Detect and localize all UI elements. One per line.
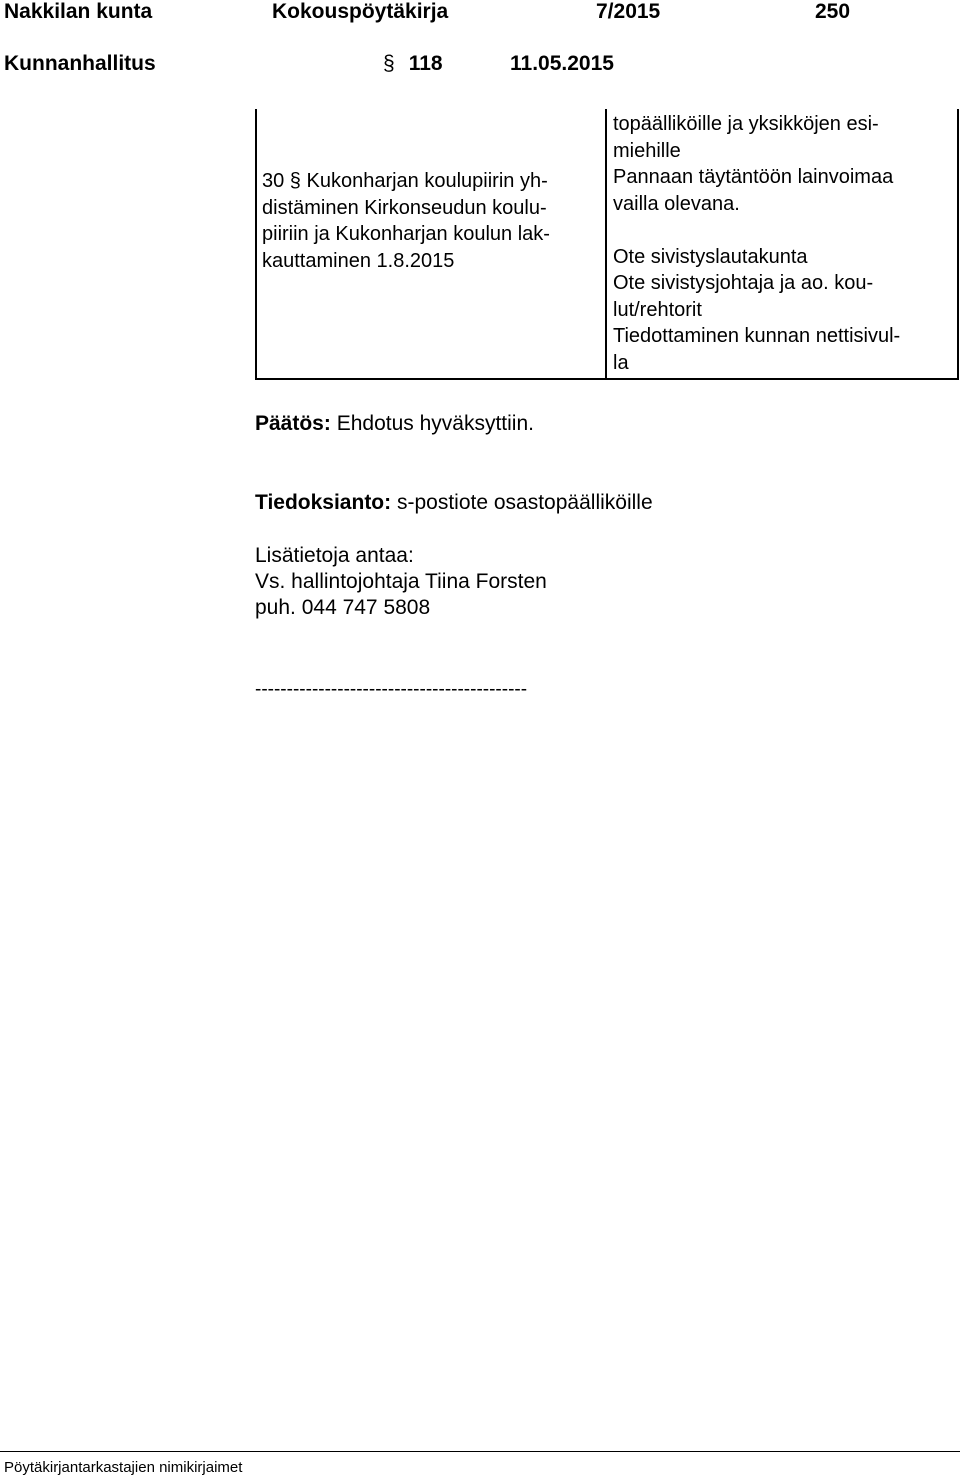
- right-cell-line: la: [613, 351, 629, 374]
- separator-line: -------------------------------------------: [255, 679, 528, 700]
- right-cell-line: topäälliköille ja yksikköjen esi-: [613, 113, 879, 135]
- section-symbol: §: [383, 52, 395, 75]
- left-cell-line: 30 § Kukonharjan koulupiirin yh-: [262, 170, 548, 192]
- document-number: 7/2015: [596, 0, 661, 23]
- table-column-divider: [605, 109, 607, 380]
- contact-line: puh. 044 747 5808: [255, 596, 431, 619]
- contact-line: Vs. hallintojohtaja Tiina Forsten: [255, 570, 547, 593]
- contact-line: Lisätietoja antaa:: [255, 544, 414, 567]
- contact-info: [255, 543, 547, 621]
- governing-body: Kunnanhallitus: [4, 52, 156, 75]
- notification-paragraph: [255, 490, 653, 516]
- right-cell-line: [613, 217, 900, 244]
- left-cell-line: distäminen Kirkonseudun koulu-: [262, 196, 547, 219]
- decision-text: Ehdotus hyväksyttiin.: [336, 412, 534, 435]
- left-cell-line: piiriin ja Kukonharjan koulun lak-: [262, 223, 550, 245]
- table-right-cell: [613, 111, 900, 376]
- notification-label: Tiedoksianto:: [255, 491, 392, 514]
- page-number: 250: [815, 0, 851, 23]
- right-cell-line: Pannaan täytäntöön lainvoimaa: [613, 166, 894, 188]
- footer-initials-label: Pöytäkirjantarkastajien nimikirjaimet: [4, 1459, 243, 1476]
- right-cell-line: vailla olevana.: [613, 192, 740, 215]
- right-cell-line: Ote sivistyslautakunta: [613, 245, 808, 268]
- section-reference: [383, 52, 443, 76]
- right-cell-line: Tiedottaminen kunnan nettisivul-: [613, 325, 901, 347]
- left-cell-line: kauttaminen 1.8.2015: [262, 249, 455, 272]
- decision-paragraph: [255, 411, 534, 437]
- section-number: 118: [408, 52, 443, 75]
- meeting-date: 11.05.2015: [510, 52, 614, 75]
- footer-rule: [0, 1451, 960, 1452]
- table-left-cell: [262, 168, 550, 274]
- right-cell-line: miehille: [613, 139, 681, 162]
- document-type: Kokouspöytäkirja: [272, 0, 449, 23]
- municipality-name: Nakkilan kunta: [4, 0, 153, 23]
- notification-text: s-postiote osastopäälliköille: [396, 491, 653, 514]
- right-cell-line: lut/rehtorit: [613, 298, 702, 321]
- decision-label: Päätös:: [255, 412, 331, 435]
- right-cell-line: Ote sivistysjohtaja ja ao. kou-: [613, 272, 874, 294]
